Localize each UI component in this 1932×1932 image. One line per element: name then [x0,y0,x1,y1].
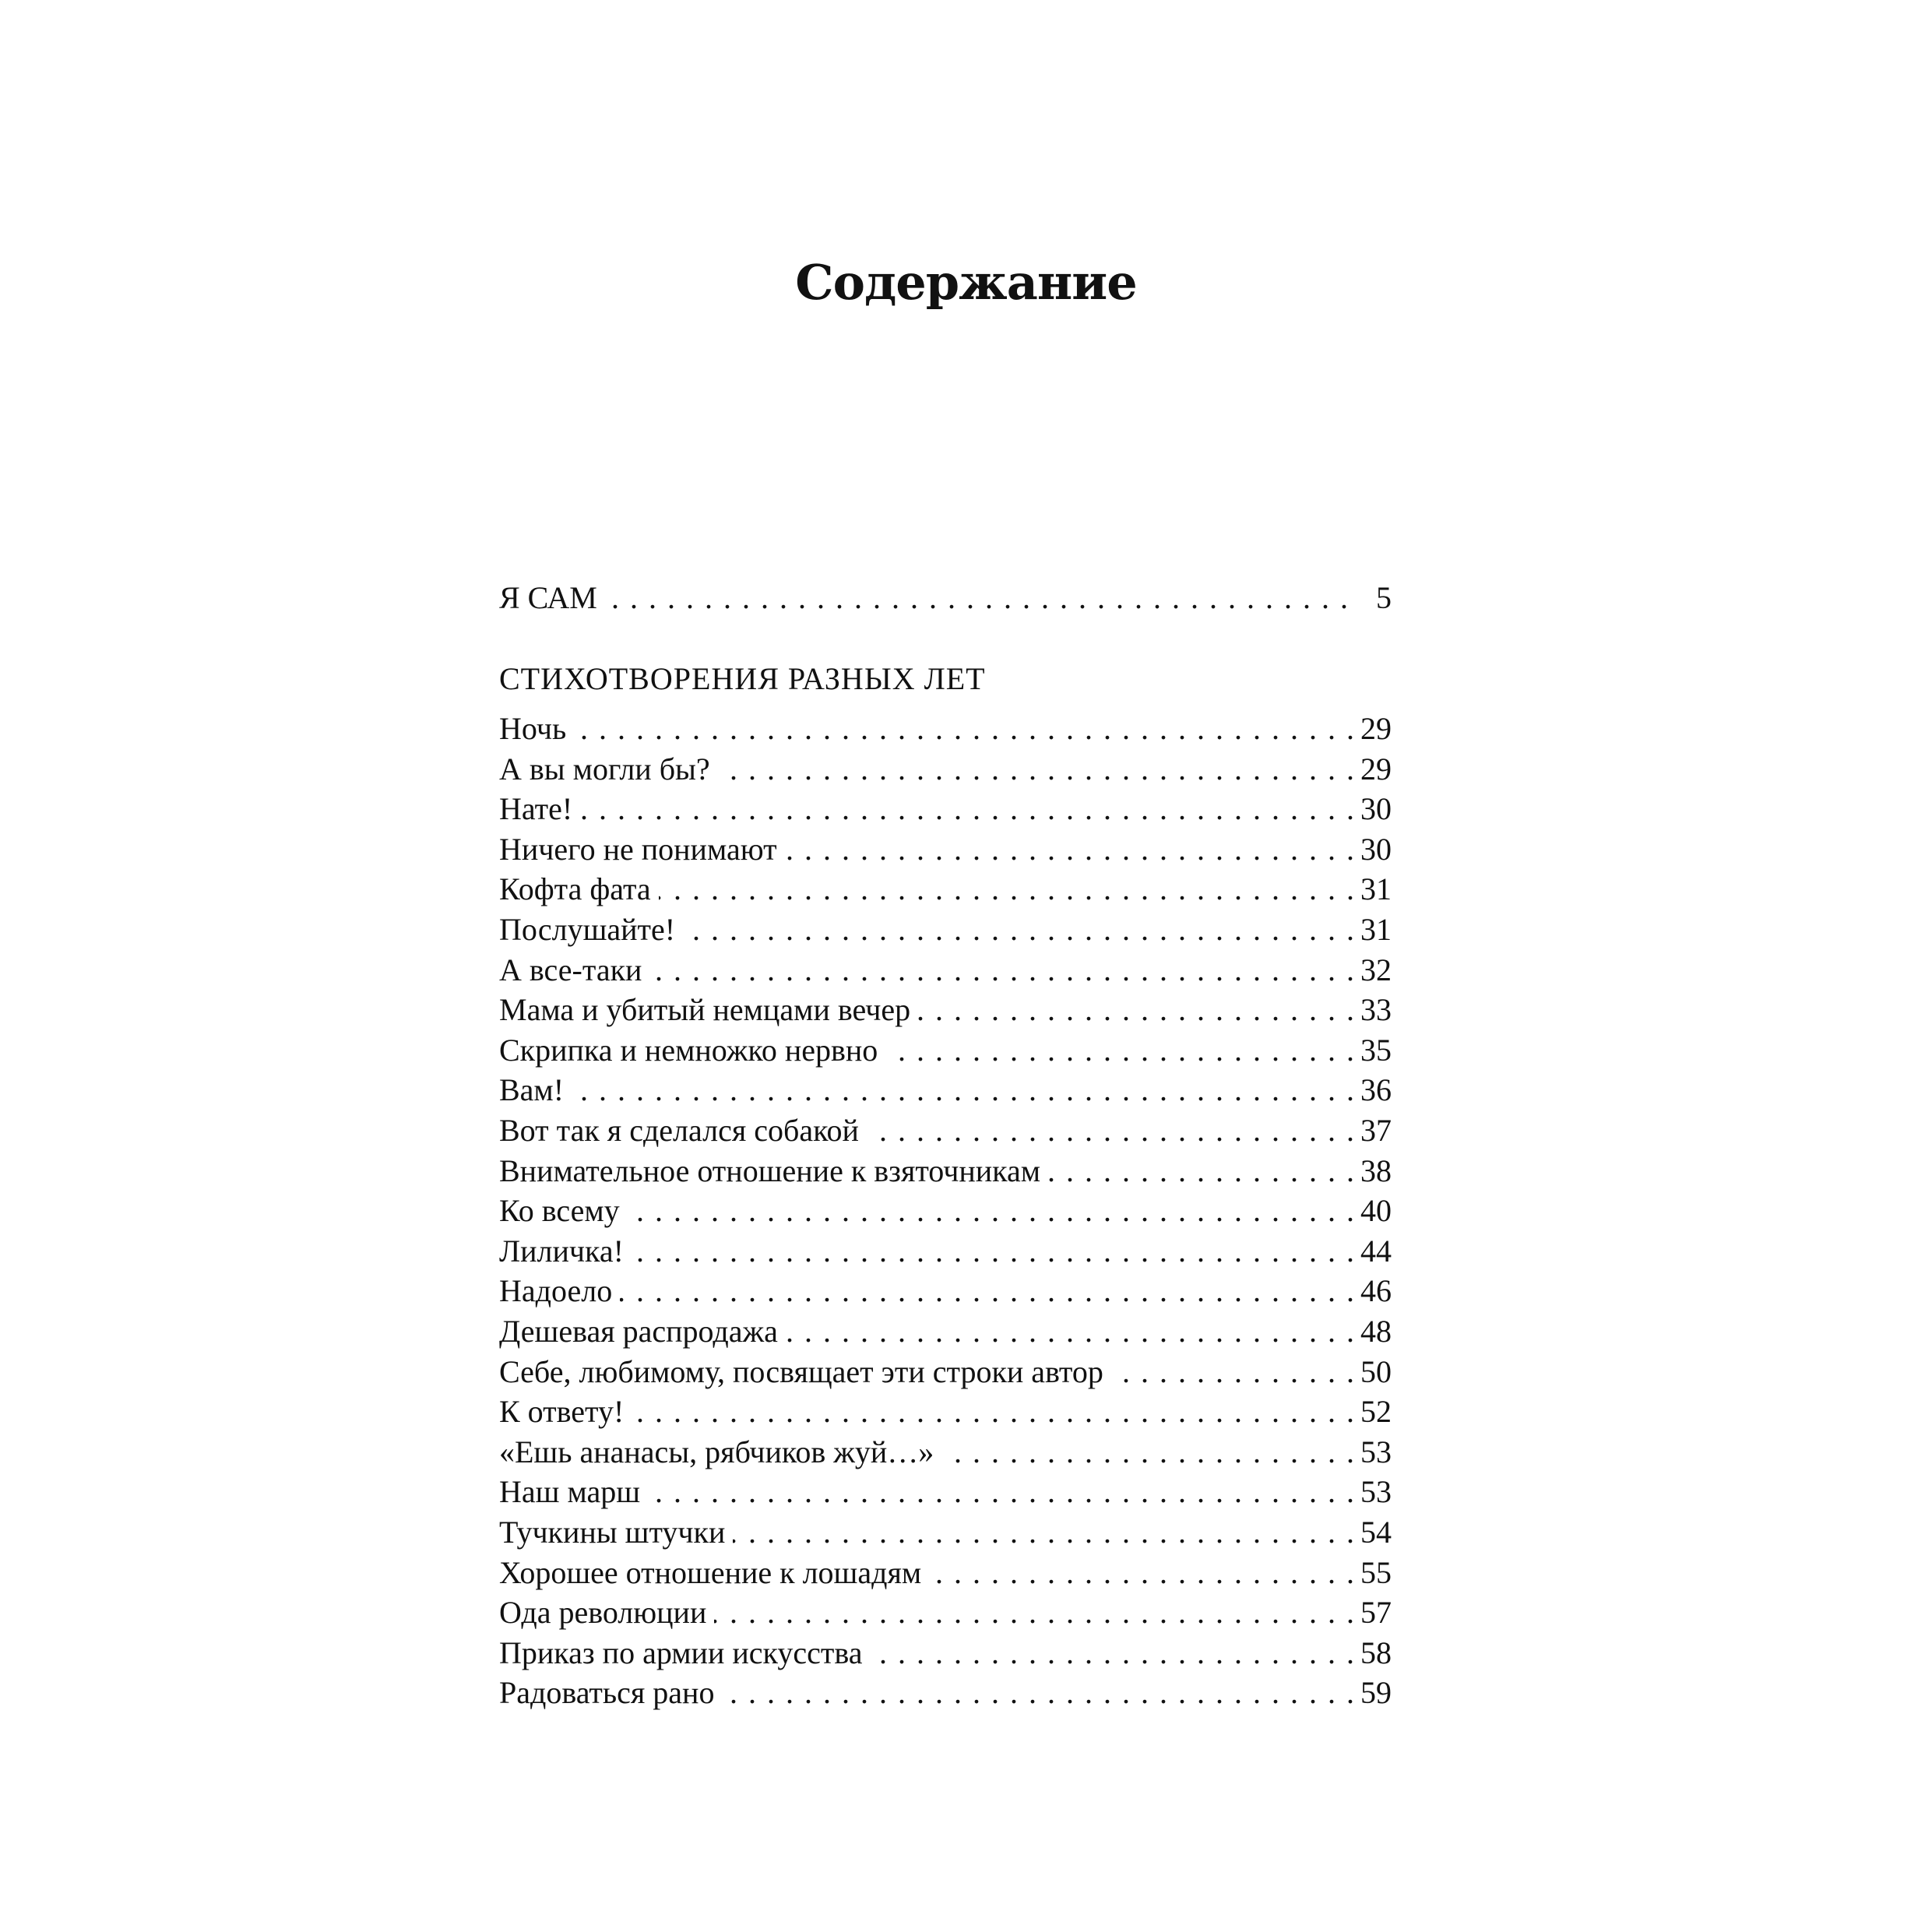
toc-entry-page: 50 [1360,1354,1392,1389]
toc-entry-page: 58 [1360,1635,1392,1670]
toc-entry-title: Хорошее отношение к лошадям [499,1555,922,1590]
dot-leader [659,869,1356,910]
dot-leader [1048,1151,1356,1191]
toc-entry-page: 52 [1360,1394,1392,1429]
toc-entry-page: 36 [1360,1072,1392,1107]
dot-leader [929,1553,1356,1593]
toc-entry-page: 37 [1360,1113,1392,1148]
toc-entry-title: Себе, любимому, посвящает эти строки автор [499,1354,1103,1389]
toc-entry-page: 30 [1360,832,1392,867]
toc-entry-page: 55 [1360,1555,1392,1590]
dot-leader [649,950,1356,991]
toc-entry-title: Ко всему [499,1193,620,1228]
toc-entry[interactable] [499,1151,1392,1191]
toc-entry-page: 33 [1360,992,1392,1027]
dot-leader [786,1311,1356,1352]
toc-entry-title: Вам! [499,1072,565,1107]
toc-entry-page: 44 [1360,1233,1392,1269]
toc-entry[interactable] [499,1472,1392,1512]
toc-entry-title: Лиличка! [499,1233,624,1269]
toc-entry-page: 54 [1360,1515,1392,1550]
toc-entry-title: Нате! [499,791,573,826]
dot-leader [870,1633,1356,1673]
dot-leader [632,1392,1356,1432]
toc-entry-title: Ночь [499,711,567,746]
toc-entry-page: 5 [1376,580,1392,615]
toc-entry-title: Я САМ [499,580,597,615]
dot-leader [648,1472,1356,1512]
toc-entry[interactable] [499,1673,1392,1713]
toc-entry[interactable] [499,1191,1392,1231]
toc-entry-page: 31 [1360,912,1392,947]
toc-entry[interactable] [499,1352,1392,1392]
dot-leader [785,829,1356,870]
toc-entry[interactable] [499,990,1392,1030]
toc-entry-title: Скрипка и немножко нервно [499,1033,878,1068]
toc-entry[interactable] [499,749,1392,790]
page-title: Содержание [795,253,1137,311]
toc-entry-page: 29 [1360,711,1392,746]
section-heading: СТИХОТВОРЕНИЯ РАЗНЫХ ЛЕТ [499,661,986,696]
toc-entry-title: Внимательное отношение к взяточникам [499,1153,1041,1188]
dot-leader [718,749,1356,790]
toc-entry[interactable] [499,1633,1392,1673]
toc-entry-title: К ответу! [499,1394,625,1429]
toc-entry-title: Кофта фата [499,871,651,906]
dot-leader [628,1191,1356,1231]
toc-entry[interactable] [499,1271,1392,1311]
dot-leader [683,910,1356,950]
toc-entry-title: «Ешь ананасы, рябчиков жуй…» [499,1434,934,1469]
toc-entry[interactable] [499,829,1392,870]
toc-entry-page: 31 [1360,871,1392,906]
toc-entry-title: Мама и убитый немцами вечер [499,992,911,1027]
toc-entry-title: А вы могли бы? [499,751,710,787]
toc-entry[interactable] [499,1030,1392,1071]
dot-leader [918,990,1356,1030]
dot-leader [885,1030,1356,1071]
dot-leader [605,578,1350,618]
dot-leader [574,709,1356,749]
toc-entry-title: Послушайте! [499,912,676,947]
toc-entry-title: Радоваться рано [499,1675,715,1710]
toc-entry-page: 48 [1360,1314,1392,1349]
toc-entry-title: Тучкины штучки [499,1515,726,1550]
toc-entry-title: Ничего не понимают [499,832,777,867]
dot-leader [867,1110,1356,1151]
toc-entry-page: 40 [1360,1193,1392,1228]
toc-entry-intro[interactable] [499,578,1392,618]
dot-leader [620,1271,1356,1311]
toc-entry-page: 35 [1360,1033,1392,1068]
toc-entry[interactable] [499,1392,1392,1432]
toc-entry[interactable] [499,1070,1392,1110]
toc-entry-title: Дешевая распродажа [499,1314,778,1349]
toc-entry-page: 57 [1360,1595,1392,1630]
toc-entry[interactable] [499,1592,1392,1633]
toc-entry-page: 53 [1360,1434,1392,1469]
toc-entry-page: 46 [1360,1273,1392,1308]
toc-entry[interactable] [499,910,1392,950]
dot-leader [941,1432,1356,1473]
toc-entry-page: 38 [1360,1153,1392,1188]
toc-entry-title: Приказ по армии искусства [499,1635,863,1670]
dot-leader [733,1512,1356,1553]
dot-leader [1111,1352,1356,1392]
toc-entry[interactable] [499,1110,1392,1151]
toc-entry[interactable] [499,1432,1392,1473]
dot-leader [632,1231,1356,1272]
toc-entry-title: Вот так я сделался собакой [499,1113,859,1148]
toc-entry-title: Надоело [499,1273,613,1308]
toc-entry[interactable] [499,1311,1392,1352]
toc-entry-page: 32 [1360,952,1392,987]
toc-entry[interactable] [499,709,1392,749]
toc-entry-page: 59 [1360,1675,1392,1710]
dot-leader [714,1592,1356,1633]
toc-entry-title: Ода революции [499,1595,707,1630]
toc-entry-page: 30 [1360,791,1392,826]
toc-entry[interactable] [499,1512,1392,1553]
toc-entry[interactable] [499,1231,1392,1272]
toc-entry-title: А все-таки [499,952,642,987]
dot-leader [572,1070,1356,1110]
dot-leader [722,1673,1356,1713]
toc-entry[interactable] [499,1553,1392,1593]
toc-entry-page: 29 [1360,751,1392,787]
dot-leader [580,789,1356,829]
toc-entry[interactable] [499,950,1392,991]
toc-entry-title: Наш марш [499,1474,641,1509]
toc-entry[interactable] [499,869,1392,910]
toc-entry[interactable] [499,789,1392,829]
toc-entry-page: 53 [1360,1474,1392,1509]
